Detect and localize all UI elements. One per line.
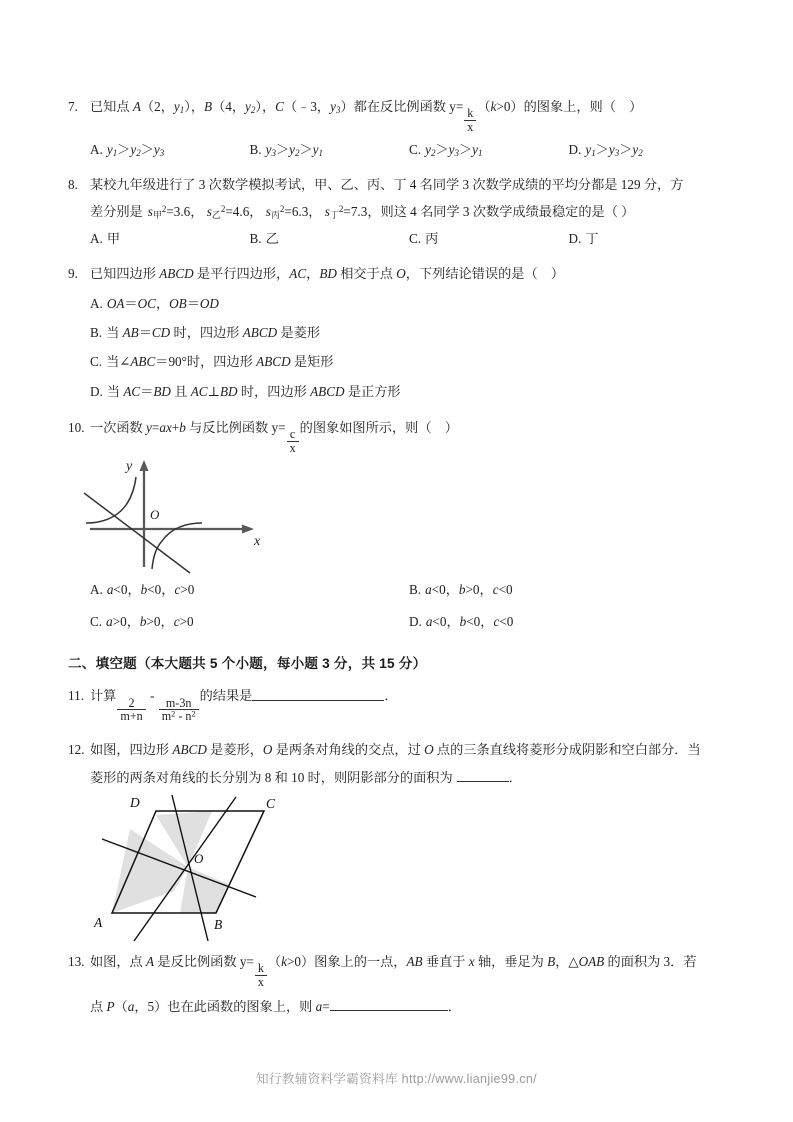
- question-10-figure: [68, 457, 728, 575]
- question-11-stem: [68, 685, 728, 723]
- x-axis-arrow: [242, 524, 254, 533]
- option-a[interactable]: A. 甲: [90, 230, 121, 246]
- answer-blank[interactable]: [457, 769, 509, 783]
- y-axis-arrow: [140, 460, 149, 471]
- vertex-label-b: B: [214, 916, 223, 932]
- option-b[interactable]: B. a<0，b>0，c<0: [409, 581, 513, 597]
- y-axis-label: y: [126, 458, 133, 474]
- question-13-period: ．: [447, 999, 461, 1015]
- question-9-number: 9.: [68, 266, 78, 282]
- question-10-options-row-1: [68, 579, 728, 600]
- answer-blank[interactable]: [330, 998, 448, 1012]
- question-7-stem: [68, 96, 728, 134]
- option-d[interactable]: D. a<0，b<0，c<0: [409, 614, 514, 630]
- question-13-line-2-text: 点 P（a，5）也在此函数的图象上，则 a=: [90, 999, 330, 1015]
- option-d[interactable]: D. 丁: [568, 230, 599, 246]
- question-9-options: [68, 293, 728, 403]
- question-7-options: [68, 139, 728, 160]
- question-8-line-1: [68, 174, 728, 195]
- option-d[interactable]: D. $y_1>y_3>y_2$: [568, 141, 643, 158]
- center-label-o: O: [194, 850, 204, 866]
- question-13-line-1: [68, 951, 728, 989]
- shaded-region-bottom-right: [180, 867, 230, 913]
- vertex-label-a: A: [94, 914, 103, 930]
- option-d[interactable]: D. 当 AC＝BD 且 AC⊥BD 时，四边形 ABCD 是正方形: [90, 383, 401, 399]
- question-12-line-1: [68, 739, 728, 760]
- question-9: [68, 263, 728, 402]
- option-b[interactable]: B. $y_3>y_2>y_1$: [249, 141, 323, 158]
- option-c[interactable]: C. $y_2>y_3>y_1$: [409, 141, 483, 158]
- origin-label: O: [150, 506, 160, 522]
- document-content: [68, 96, 728, 1018]
- question-13: [68, 951, 728, 1018]
- question-8-line-2-prefix: 差分别是: [90, 204, 143, 220]
- option-a[interactable]: A. a<0，b<0，c>0: [90, 581, 195, 597]
- option-c[interactable]: C. a>0，b>0，c>0: [90, 614, 194, 630]
- question-8: [68, 174, 728, 249]
- question-13-line-1-text: 如图，点 A 是反比例函数 y= $\frac{k}{x}$ （k>0）图象上的一点，AB 垂直于 x 轴，垂足为 B，△OAB 的面积为 3．若: [90, 953, 697, 989]
- question-8-line-2: [68, 201, 728, 222]
- question-13-number: 13.: [68, 953, 85, 969]
- question-12-period: ．: [508, 770, 522, 786]
- option-b[interactable]: B. 当 AB＝CD 时，四边形 ABCD 是菱形: [90, 325, 321, 341]
- question-11-number: 11.: [68, 688, 84, 704]
- question-10-number: 10.: [68, 420, 85, 436]
- option-a[interactable]: A. OA＝OC，OB＝OD: [90, 295, 219, 311]
- linear-function-line: [84, 493, 190, 573]
- question-10-stem-text: 一次函数 y=ax+b 与反比例函数 y= $\frac{c}{x}$ 的图象如图所示，则（ ）: [90, 420, 458, 456]
- option-c[interactable]: C. 当∠ABC＝90°时，四边形 ABCD 是矩形: [90, 354, 334, 370]
- question-7-stem-text: 已知点 A（2，$y_1$），B（4，$y_2$），C（﹣3，$y_3$）都在反比例函数 y= $\frac{k}{x}$ （k>0）的图象上，则（ ）: [90, 99, 643, 134]
- question-8-line-1-text: 某校九年级进行了 3 次数学模拟考试，甲、乙、丙、丁 4 名同学 3 次数学成绩的平均分都是 129 分，方: [90, 177, 684, 193]
- question-12-line-1-text: 如图，四边形 ABCD 是菱形，O 是两条对角线的交点，过 O 点的三条直线将菱形分成阴影和空白部分．当: [90, 742, 701, 758]
- question-7: [68, 96, 728, 160]
- option-c[interactable]: C. 丙: [409, 230, 439, 246]
- question-10: [68, 417, 728, 632]
- question-10-options-row-2: [68, 611, 728, 632]
- question-12-number: 12.: [68, 742, 85, 758]
- question-8-line-2-suffix: ，则这 4 名同学 3 次数学成绩最稳定的是（ ）: [367, 204, 635, 220]
- vertex-label-c: C: [266, 795, 276, 811]
- question-8-number: 8.: [68, 177, 78, 193]
- answer-blank[interactable]: [252, 688, 384, 702]
- question-11: [68, 685, 728, 723]
- vertex-label-d: D: [130, 794, 140, 810]
- footer-watermark: 知行教辅资料学霸资料库 http://www.lianjie99.cn/: [256, 1072, 537, 1086]
- question-13-line-2: [68, 996, 728, 1017]
- question-12-line-2: [68, 767, 728, 788]
- x-axis-label: x: [254, 533, 261, 549]
- question-12-line-2-text: 菱形的两条对角线的长分别为 8 和 10 时，则阴影部分的面积为: [90, 770, 453, 786]
- question-12-figure: [68, 793, 728, 945]
- section-2-title: 二、填空题（本大题共 5 个小题，每小题 3 分，共 15 分）: [68, 656, 427, 672]
- question-8-variances: $s_甲^2=3.6$， $s_乙^2=4.6$， $s_丙^2=6.3$， $s_丁^2=7.3$: [147, 204, 368, 221]
- question-9-stem: [68, 263, 728, 284]
- question-8-options: [68, 228, 728, 249]
- question-11-stem-text: 计算 $\frac{2}{m+n}$ - $\frac{m-3n}{m^2 - n^2}$ 的结果是 ．: [90, 688, 398, 724]
- question-10-stem: [68, 417, 728, 455]
- question-9-stem-text: 已知四边形 ABCD 是平行四边形，AC，BD 相交于点 O，下列结论错误的是（ ）: [90, 266, 565, 282]
- option-b[interactable]: B. 乙: [249, 230, 279, 246]
- option-a[interactable]: A. $y_1>y_2>y_3$: [90, 141, 165, 158]
- question-7-number: 7.: [68, 99, 78, 114]
- question-12: [68, 739, 728, 945]
